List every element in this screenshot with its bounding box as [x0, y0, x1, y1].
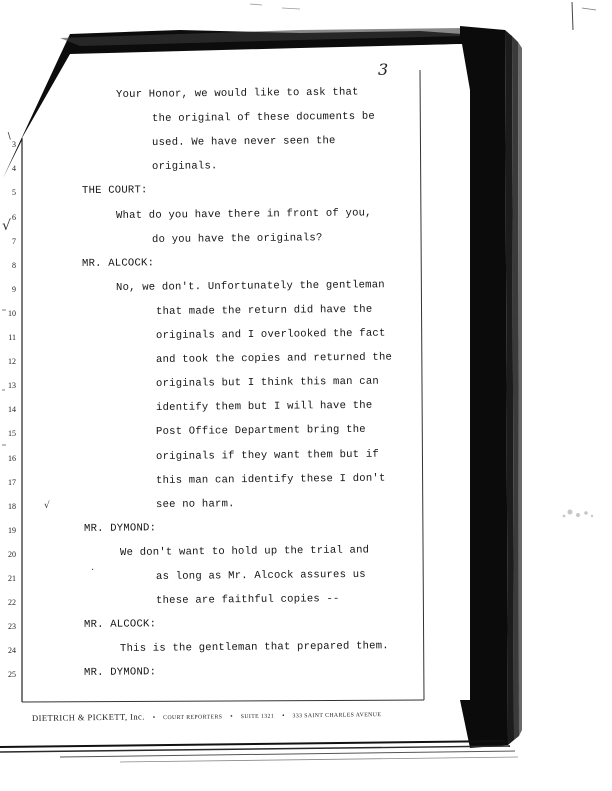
transcript-line-18: see no harm. — [155, 497, 235, 511]
line-number: 19 — [8, 525, 16, 535]
transcript-line-22: these are faithful copies -- — [155, 593, 340, 608]
transcript-line-6: What do you have there in front of you, — [115, 206, 372, 222]
line-number: 9 — [12, 284, 16, 294]
transcript-line-24: This is the gentleman that prepared them. — [119, 640, 389, 656]
line-number: 12 — [8, 357, 16, 367]
top-right-mark — [572, 2, 573, 30]
line-number: 13 — [8, 381, 16, 391]
footer-separator: • — [282, 711, 285, 720]
line-number: 22 — [8, 598, 16, 608]
transcript-speaker-mr-alcock: MR. ALCOCK: — [81, 256, 155, 270]
transcript-line-7: do you have the originals? — [151, 231, 323, 246]
transcript-line-3: used. We have never seen the — [151, 135, 336, 150]
bottom-edge-1 — [0, 741, 505, 747]
line-number: 5 — [12, 188, 16, 198]
margin-tick-mark: √ — [44, 501, 50, 511]
left-tick-1 — [2, 310, 6, 445]
transcript-speaker-mr-alcock: MR. ALCOCK: — [83, 618, 157, 632]
transcript-line-4: originals. — [151, 160, 218, 174]
top-gray-speck — [250, 4, 300, 9]
footer-separator: • — [230, 712, 233, 721]
line-number: 20 — [8, 549, 16, 559]
line-number: 3 — [12, 140, 16, 150]
top-right-mark-2 — [582, 8, 596, 10]
footer-address: 333 SAINT CHARLES AVENUE — [292, 712, 382, 720]
margin-dot: . — [91, 562, 95, 573]
transcript-line-9: No, we don't. Unfortunately the gentleman — [115, 278, 385, 294]
margin-check-mark: √ — [2, 218, 11, 234]
transcript-speaker-mr-dymond: MR. DYMOND: — [83, 522, 157, 535]
line-number: 11 — [8, 333, 16, 342]
footer-role: COURT REPORTERS — [163, 714, 223, 722]
transcript-speaker-the-court: THE COURT: — [81, 184, 148, 198]
transcript-line-13: originals but I think this man can — [155, 375, 380, 391]
transcript-line-12: and took the copies and returned the — [155, 351, 393, 367]
bottom-edge-3 — [60, 751, 515, 757]
line-number: 25 — [8, 670, 16, 680]
line-number: 8 — [12, 260, 16, 270]
page-border-bottom — [22, 700, 424, 702]
transcript-line-1: Your Honor, we would like to ask that — [115, 86, 359, 101]
page-number: 3 — [378, 60, 389, 79]
right-smudge — [563, 510, 594, 518]
transcript-line-14: identify them but I will have the — [155, 400, 373, 415]
line-number: 14 — [8, 405, 16, 415]
line-number: 24 — [8, 646, 16, 656]
margin-small-tick: ∖ — [6, 132, 12, 142]
transcript-line-15: Post Office Department bring the — [155, 424, 366, 439]
line-number: 16 — [8, 453, 16, 463]
line-number: 10 — [8, 308, 16, 318]
transcript-line-16: originals if they want them but if — [155, 448, 380, 463]
transcript-line-21: as long as Mr. Alcock assures us — [155, 568, 366, 583]
transcript-speaker-mr-dymond: MR. DYMOND: — [83, 666, 157, 680]
transcript-line-20: We don't want to hold up the trial and — [119, 544, 370, 559]
line-number: 6 — [12, 212, 16, 222]
transcript-line-2: the original of these documents be — [151, 110, 376, 126]
footer-suite: SUITE 1321 — [240, 713, 275, 721]
line-number: 17 — [8, 477, 16, 487]
transcript-line-11: originals and I overlooked the fact — [155, 327, 386, 342]
line-number: 7 — [12, 236, 16, 246]
bottom-edge-4 — [120, 757, 518, 762]
line-number: 21 — [8, 574, 16, 583]
line-number: 15 — [8, 429, 16, 439]
line-number: 23 — [8, 622, 16, 632]
line-number: 4 — [12, 164, 16, 174]
line-number: 18 — [8, 501, 16, 511]
transcript-line-17: this man can identify these I don't — [155, 472, 386, 487]
transcript-line-10: that made the return did have the — [155, 303, 373, 318]
footer-separator: • — [152, 713, 156, 722]
footer-firm: DIETRICH & PICKETT, Inc. — [31, 711, 145, 723]
